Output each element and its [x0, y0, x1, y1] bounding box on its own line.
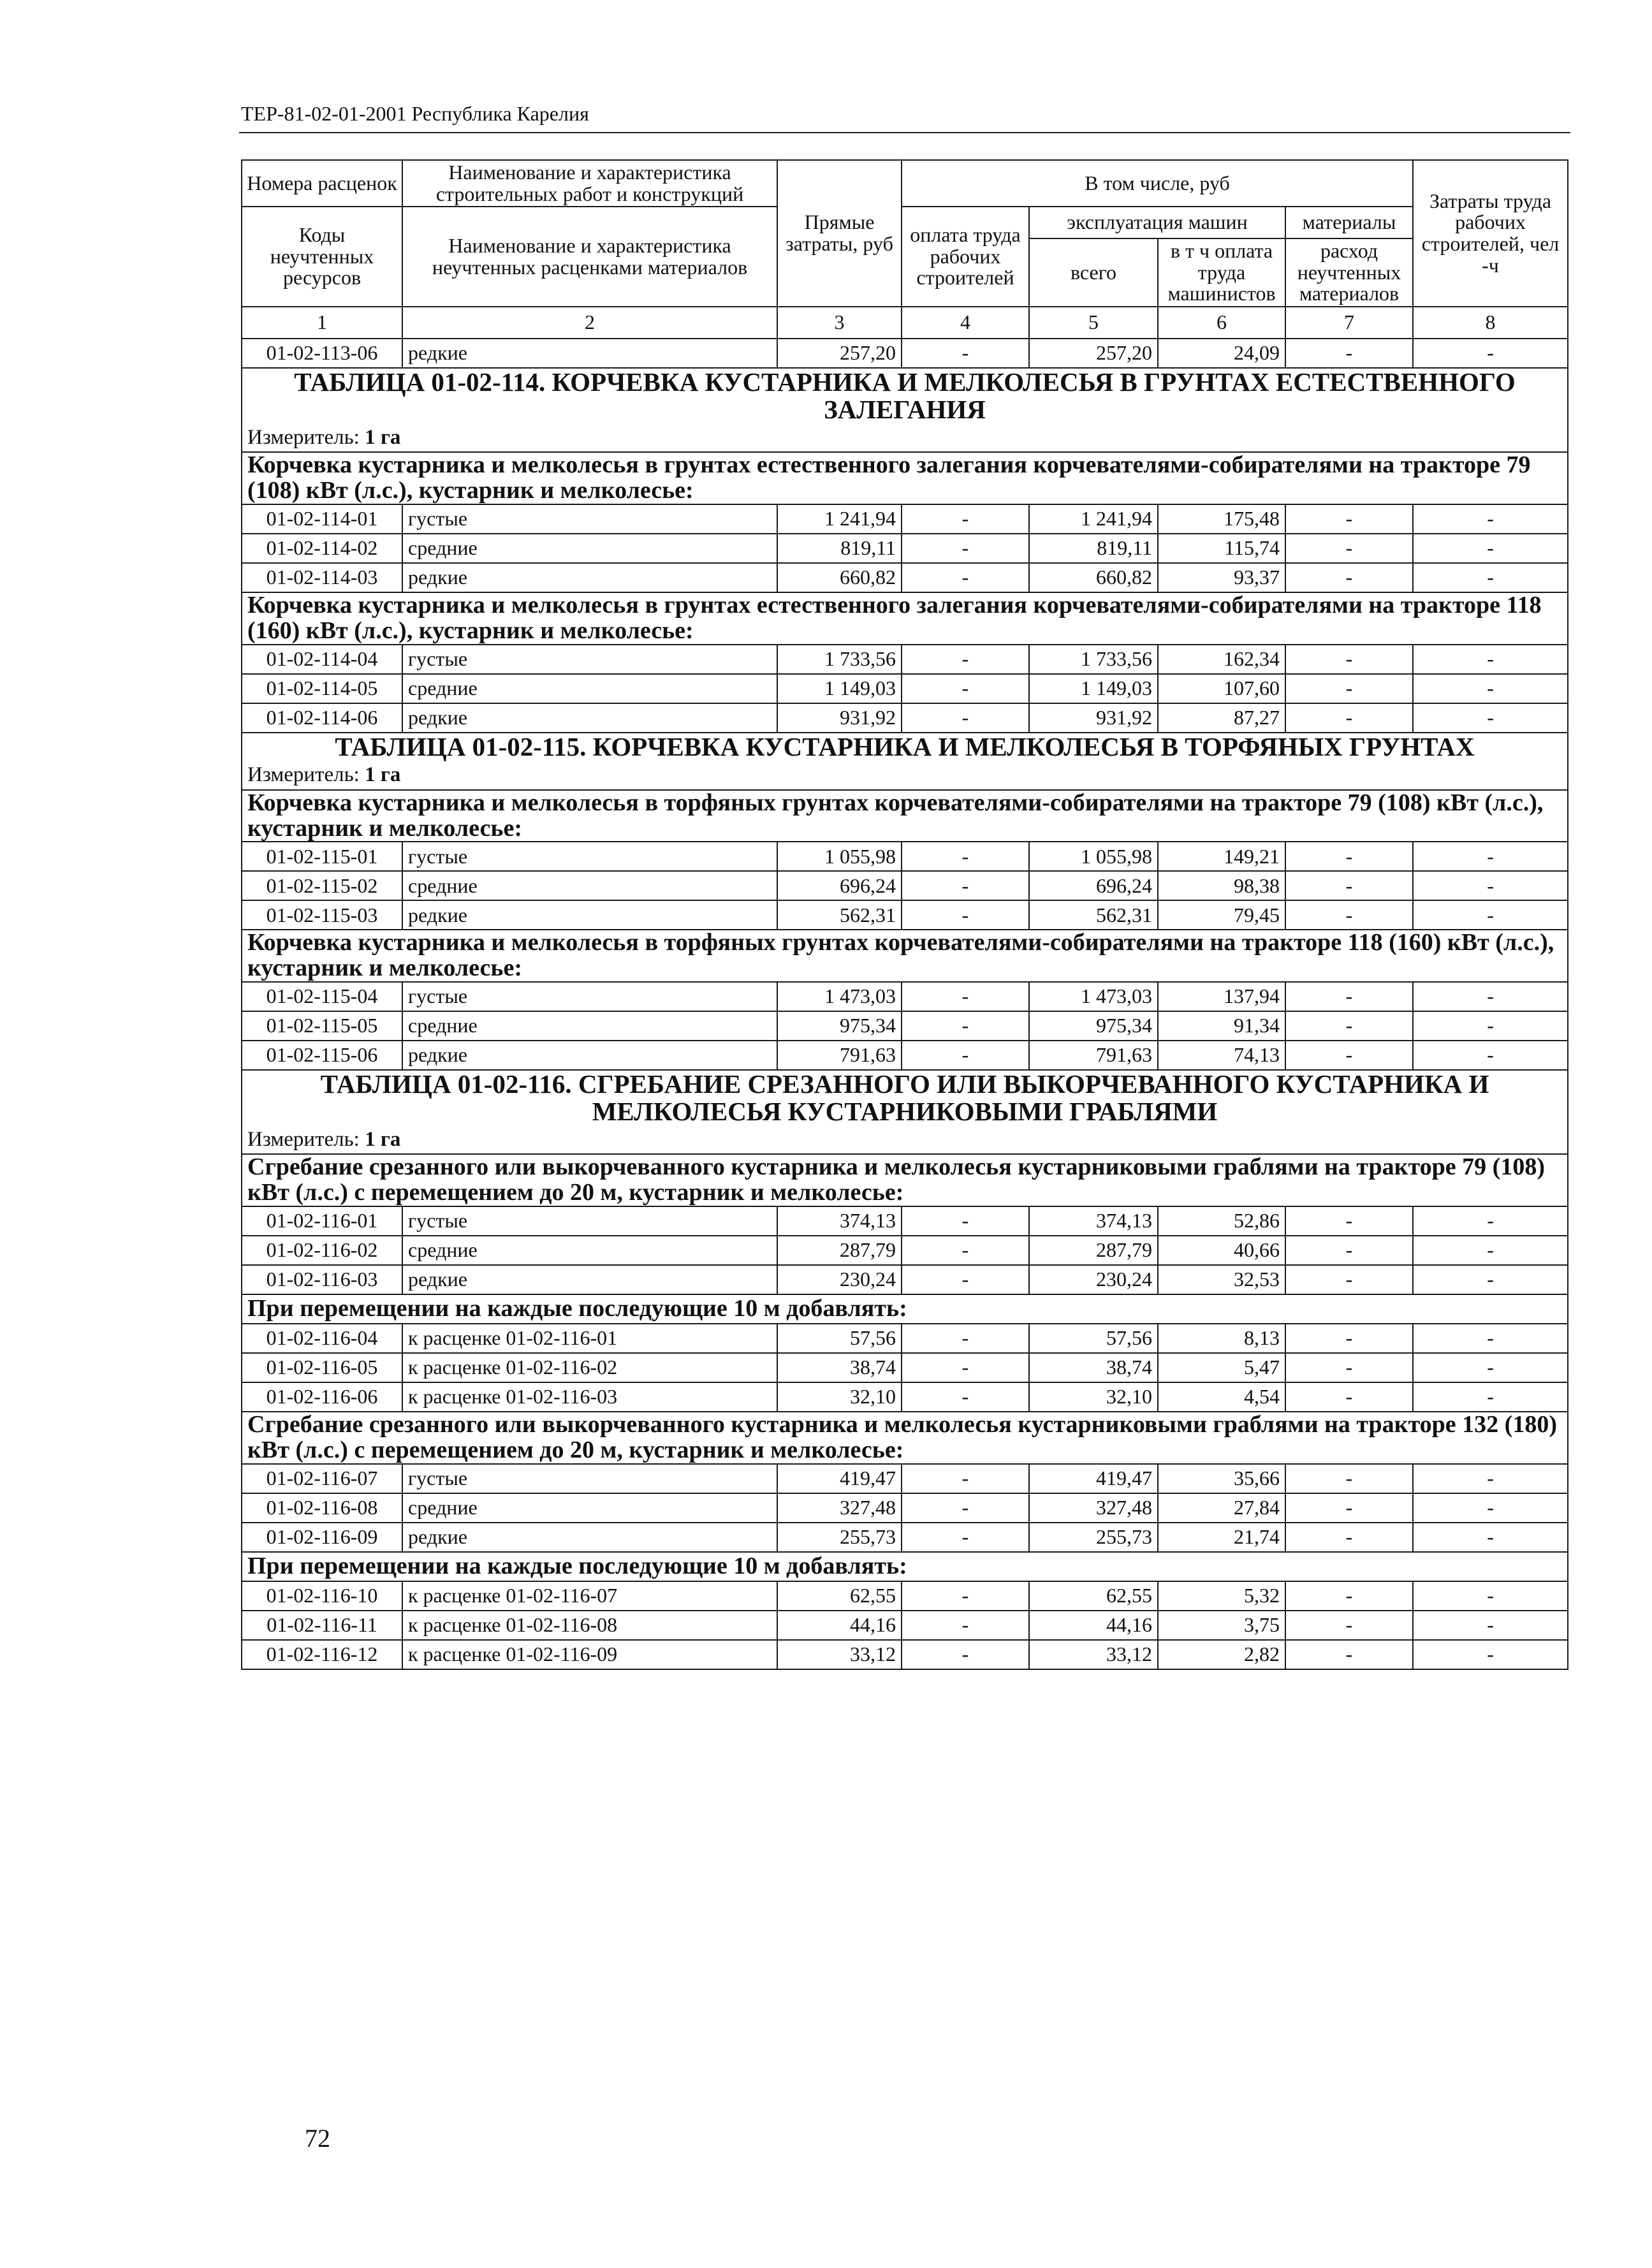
row-machinists: 137,94 [1158, 982, 1285, 1011]
header-total: всего [1029, 238, 1158, 307]
table-row [242, 339, 1568, 368]
header-labor-cost: Затраты труда рабочих строителей, чел -ч [1413, 160, 1568, 307]
table-row [242, 504, 1568, 534]
col-number: 8 [1413, 307, 1568, 339]
table-title: ТАБЛИЦА 01-02-116. СГРЕБАНИЕ СРЕЗАННОГО ИЛИ ВЫКОРЧЕВАННОГО КУСТАРНИКА И МЕЛКОЛЕСЬЯ КУСТАРНИКОВЫМИ ГРАБЛЯМИ [242, 1070, 1568, 1125]
row-materials: - [1285, 1236, 1413, 1265]
row-name: к расценке 01-02-116-09 [402, 1640, 777, 1669]
row-labor-pay: - [902, 1265, 1029, 1294]
row-direct: 327,48 [777, 1493, 902, 1523]
row-code: 01-02-114-01 [242, 504, 402, 534]
row-labor-pay: - [902, 1324, 1029, 1353]
row-machinists: 2,82 [1158, 1640, 1285, 1669]
row-direct: 696,24 [777, 871, 902, 900]
row-materials: - [1285, 339, 1413, 368]
table-row [242, 534, 1568, 563]
row-name: редкие [402, 703, 777, 733]
row-code: 01-02-116-07 [242, 1464, 402, 1493]
row-materials: - [1285, 1611, 1413, 1640]
row-direct: 287,79 [777, 1236, 902, 1265]
row-machinists: 175,48 [1158, 504, 1285, 534]
row-materials: - [1285, 645, 1413, 674]
row-direct: 931,92 [777, 703, 902, 733]
row-labor-cost: - [1413, 1464, 1568, 1493]
table-body [242, 339, 1568, 504]
row-code: 01-02-116-02 [242, 1236, 402, 1265]
row-labor-pay: - [902, 504, 1029, 534]
row-machines-total: 975,34 [1029, 1011, 1158, 1041]
row-machines-total: 419,47 [1029, 1464, 1158, 1493]
row-machinists: 107,60 [1158, 674, 1285, 703]
table-row [242, 1236, 1568, 1265]
row-machinists: 93,37 [1158, 563, 1285, 592]
row-name: к расценке 01-02-116-07 [402, 1581, 777, 1611]
row-code: 01-02-115-02 [242, 871, 402, 900]
row-materials: - [1285, 1523, 1413, 1552]
row-direct: 1 733,56 [777, 645, 902, 674]
row-machinists: 4,54 [1158, 1382, 1285, 1412]
row-machinists: 3,75 [1158, 1611, 1285, 1640]
row-name: густые [402, 982, 777, 1011]
row-code: 01-02-115-06 [242, 1041, 402, 1070]
row-materials: - [1285, 871, 1413, 900]
row-code: 01-02-116-08 [242, 1493, 402, 1523]
rows-group [242, 645, 1568, 733]
table-title: ТАБЛИЦА 01-02-114. КОРЧЕВКА КУСТАРНИКА И МЕЛКОЛЕСЬЯ В ГРУНТАХ ЕСТЕСТВЕННОГО ЗАЛЕГАНИЯ [242, 368, 1568, 423]
row-labor-pay: - [902, 645, 1029, 674]
row-code: 01-02-113-06 [242, 339, 402, 368]
row-materials: - [1285, 1382, 1413, 1412]
table-row [242, 1382, 1568, 1412]
row-direct: 257,20 [777, 339, 902, 368]
rows-group [242, 1206, 1568, 1294]
group-title: Корчевка кустарника и мелколесья в торфяных грунтах корчевателями-собирателями на тракторе 118 (160) кВт (л.с.), кустарник и мелколесье: [242, 930, 1568, 982]
row-machines-total: 230,24 [1029, 1265, 1158, 1294]
row-labor-pay: - [902, 1581, 1029, 1611]
row-name: средние [402, 534, 777, 563]
group-title: Корчевка кустарника и мелколесья в грунтах естественного залегания корчевателями-собирателями на тракторе 79 (108) кВт (л.с.), кустарник и мелколесье: [242, 452, 1568, 504]
row-machinists: 149,21 [1158, 842, 1285, 871]
col-number: 1 [242, 307, 402, 339]
row-materials: - [1285, 504, 1413, 534]
row-name: редкие [402, 1523, 777, 1552]
group-title: Сгребание срезанного или выкорчеванного кустарника и мелколесья кустарниковыми граблями на тракторе 79 (108) кВт (л.с.) с перемещением до 20 м, кустарник и мелколесье: [242, 1154, 1568, 1206]
header-rule [239, 132, 1570, 133]
row-direct: 660,82 [777, 563, 902, 592]
measure-label: Измеритель: [247, 1127, 360, 1151]
row-name: редкие [402, 563, 777, 592]
row-labor-cost: - [1413, 645, 1568, 674]
row-materials: - [1285, 1324, 1413, 1353]
row-labor-pay: - [902, 1382, 1029, 1412]
rows-group [242, 504, 1568, 592]
row-labor-pay: - [902, 1011, 1029, 1041]
header-name-bottom: Наименование и характеристика неучтенных расценками материалов [402, 207, 777, 307]
row-labor-pay: - [902, 1041, 1029, 1070]
row-machines-total: 1 055,98 [1029, 842, 1158, 871]
row-machines-total: 257,20 [1029, 339, 1158, 368]
row-machinists: 21,74 [1158, 1523, 1285, 1552]
rows-group [242, 1464, 1568, 1552]
row-machines-total: 287,79 [1029, 1236, 1158, 1265]
header-code-bottom: Коды неучтенных ресурсов [242, 207, 402, 307]
row-machines-total: 660,82 [1029, 563, 1158, 592]
row-labor-cost: - [1413, 1011, 1568, 1041]
row-labor-pay: - [902, 900, 1029, 930]
table-row [242, 1324, 1568, 1353]
row-labor-cost: - [1413, 1523, 1568, 1552]
row-labor-cost: - [1413, 982, 1568, 1011]
group-title: При перемещении на каждые последующие 10 м добавлять: [242, 1552, 1568, 1581]
measure-label: Измеритель: [247, 425, 360, 449]
row-machines-total: 1 241,94 [1029, 504, 1158, 534]
row-direct: 57,56 [777, 1324, 902, 1353]
row-labor-cost: - [1413, 1382, 1568, 1412]
table-row [242, 1523, 1568, 1552]
row-materials: - [1285, 1041, 1413, 1070]
row-machines-total: 1 473,03 [1029, 982, 1158, 1011]
row-code: 01-02-115-04 [242, 982, 402, 1011]
row-materials: - [1285, 1493, 1413, 1523]
row-code: 01-02-116-01 [242, 1206, 402, 1236]
table-row [242, 563, 1568, 592]
row-materials: - [1285, 534, 1413, 563]
row-direct: 975,34 [777, 1011, 902, 1041]
row-direct: 38,74 [777, 1353, 902, 1382]
row-machines-total: 819,11 [1029, 534, 1158, 563]
row-labor-pay: - [902, 1353, 1029, 1382]
row-code: 01-02-116-04 [242, 1324, 402, 1353]
row-machinists: 5,32 [1158, 1581, 1285, 1611]
row-name: средние [402, 1236, 777, 1265]
row-labor-pay: - [902, 534, 1029, 563]
col-number: 5 [1029, 307, 1158, 339]
row-direct: 44,16 [777, 1611, 902, 1640]
document-header: ТЕР-81-02-01-2001 Республика Карелия [241, 102, 589, 125]
row-name: средние [402, 871, 777, 900]
row-labor-pay: - [902, 674, 1029, 703]
row-machinists: 87,27 [1158, 703, 1285, 733]
row-materials: - [1285, 1265, 1413, 1294]
header-direct: Прямые затраты, руб [777, 160, 902, 307]
rows-group [242, 842, 1568, 930]
row-name: редкие [402, 900, 777, 930]
row-name: к расценке 01-02-116-02 [402, 1353, 777, 1382]
row-labor-pay: - [902, 1611, 1029, 1640]
row-materials: - [1285, 900, 1413, 930]
table-row [242, 1581, 1568, 1611]
row-labor-cost: - [1413, 842, 1568, 871]
row-labor-cost: - [1413, 1265, 1568, 1294]
row-code: 01-02-114-04 [242, 645, 402, 674]
row-direct: 1 473,03 [777, 982, 902, 1011]
row-labor-pay: - [902, 563, 1029, 592]
row-direct: 791,63 [777, 1041, 902, 1070]
header-materials-use: расход неучтенных материалов [1285, 238, 1413, 307]
price-table [241, 159, 1568, 1670]
row-labor-cost: - [1413, 871, 1568, 900]
row-labor-pay: - [902, 982, 1029, 1011]
measure-line [242, 761, 1568, 790]
row-machines-total: 32,10 [1029, 1382, 1158, 1412]
row-code: 01-02-114-05 [242, 674, 402, 703]
col-number: 7 [1285, 307, 1413, 339]
row-labor-pay: - [902, 1236, 1029, 1265]
rows-group [242, 1581, 1568, 1669]
row-name: средние [402, 674, 777, 703]
row-code: 01-02-116-12 [242, 1640, 402, 1669]
row-machinists: 40,66 [1158, 1236, 1285, 1265]
row-code: 01-02-115-01 [242, 842, 402, 871]
row-direct: 1 055,98 [777, 842, 902, 871]
row-materials: - [1285, 703, 1413, 733]
row-code: 01-02-115-03 [242, 900, 402, 930]
header-machinists: в т ч оплата труда машинистов [1158, 238, 1285, 307]
row-labor-cost: - [1413, 1324, 1568, 1353]
header-code-top: Номера расценок [242, 160, 402, 207]
table-row [242, 1011, 1568, 1041]
row-labor-cost: - [1413, 900, 1568, 930]
page-number: 72 [305, 2124, 330, 2153]
row-name: густые [402, 645, 777, 674]
row-machinists: 8,13 [1158, 1324, 1285, 1353]
col-number: 6 [1158, 307, 1285, 339]
col-number: 2 [402, 307, 777, 339]
row-name: к расценке 01-02-116-03 [402, 1382, 777, 1412]
row-machines-total: 1 149,03 [1029, 674, 1158, 703]
row-materials: - [1285, 674, 1413, 703]
row-machines-total: 327,48 [1029, 1493, 1158, 1523]
row-name: редкие [402, 339, 777, 368]
row-direct: 419,47 [777, 1464, 902, 1493]
row-machines-total: 931,92 [1029, 703, 1158, 733]
table-title: ТАБЛИЦА 01-02-115. КОРЧЕВКА КУСТАРНИКА И МЕЛКОЛЕСЬЯ В ТОРФЯНЫХ ГРУНТАХ [242, 733, 1568, 761]
table-row [242, 1206, 1568, 1236]
row-labor-cost: - [1413, 1640, 1568, 1669]
table-row [242, 842, 1568, 871]
row-machines-total: 62,55 [1029, 1581, 1158, 1611]
row-machines-total: 57,56 [1029, 1324, 1158, 1353]
measure-line [242, 423, 1568, 452]
row-machinists: 162,34 [1158, 645, 1285, 674]
row-name: редкие [402, 1265, 777, 1294]
row-name: густые [402, 1464, 777, 1493]
row-machinists: 52,86 [1158, 1206, 1285, 1236]
row-labor-cost: - [1413, 1353, 1568, 1382]
row-machines-total: 791,63 [1029, 1041, 1158, 1070]
table-row [242, 645, 1568, 674]
row-labor-pay: - [902, 1493, 1029, 1523]
row-machines-total: 33,12 [1029, 1640, 1158, 1669]
row-materials: - [1285, 1581, 1413, 1611]
table-row [242, 1265, 1568, 1294]
table-header [242, 160, 1568, 339]
row-direct: 32,10 [777, 1382, 902, 1412]
row-direct: 1 149,03 [777, 674, 902, 703]
row-code: 01-02-114-02 [242, 534, 402, 563]
row-direct: 374,13 [777, 1206, 902, 1236]
row-code: 01-02-116-11 [242, 1611, 402, 1640]
row-labor-pay: - [902, 339, 1029, 368]
row-code: 01-02-116-06 [242, 1382, 402, 1412]
row-labor-pay: - [902, 1206, 1029, 1236]
row-code: 01-02-115-05 [242, 1011, 402, 1041]
row-machinists: 74,13 [1158, 1041, 1285, 1070]
row-labor-pay: - [902, 703, 1029, 733]
row-name: редкие [402, 1041, 777, 1070]
row-machines-total: 38,74 [1029, 1353, 1158, 1382]
measure-value: 1 га [365, 425, 401, 449]
row-name: средние [402, 1011, 777, 1041]
row-materials: - [1285, 1464, 1413, 1493]
header-including: В том числе, руб [902, 160, 1413, 207]
row-materials: - [1285, 1353, 1413, 1382]
row-machines-total: 374,13 [1029, 1206, 1158, 1236]
row-code: 01-02-116-05 [242, 1353, 402, 1382]
row-name: к расценке 01-02-116-08 [402, 1611, 777, 1640]
header-machines: эксплуатация машин [1029, 207, 1285, 238]
row-labor-pay: - [902, 842, 1029, 871]
row-code: 01-02-116-10 [242, 1581, 402, 1611]
row-direct: 230,24 [777, 1265, 902, 1294]
row-name: густые [402, 1206, 777, 1236]
row-direct: 255,73 [777, 1523, 902, 1552]
row-labor-pay: - [902, 871, 1029, 900]
row-code: 01-02-116-03 [242, 1265, 402, 1294]
row-machines-total: 562,31 [1029, 900, 1158, 930]
header-materials: материалы [1285, 207, 1413, 238]
row-labor-cost: - [1413, 1041, 1568, 1070]
measure-value: 1 га [365, 1127, 401, 1151]
row-materials: - [1285, 982, 1413, 1011]
row-name: к расценке 01-02-116-01 [402, 1324, 777, 1353]
row-labor-cost: - [1413, 1493, 1568, 1523]
row-direct: 562,31 [777, 900, 902, 930]
measure-value: 1 га [365, 763, 401, 787]
header-name-top: Наименование и характеристика строительных работ и конструкций [402, 160, 777, 207]
row-materials: - [1285, 1640, 1413, 1669]
row-materials: - [1285, 563, 1413, 592]
row-direct: 1 241,94 [777, 504, 902, 534]
row-materials: - [1285, 1206, 1413, 1236]
row-labor-cost: - [1413, 339, 1568, 368]
table-row [242, 1611, 1568, 1640]
group-title: При перемещении на каждые последующие 10 м добавлять: [242, 1294, 1568, 1324]
row-name: густые [402, 842, 777, 871]
row-machinists: 32,53 [1158, 1265, 1285, 1294]
row-labor-cost: - [1413, 504, 1568, 534]
row-labor-cost: - [1413, 534, 1568, 563]
row-labor-pay: - [902, 1464, 1029, 1493]
row-direct: 62,55 [777, 1581, 902, 1611]
row-name: густые [402, 504, 777, 534]
row-labor-cost: - [1413, 1581, 1568, 1611]
table-row [242, 900, 1568, 930]
row-labor-cost: - [1413, 1206, 1568, 1236]
group-title: Корчевка кустарника и мелколесья в грунтах естественного залегания корчевателями-собирателями на тракторе 118 (160) кВт (л.с.), кустарник и мелколесье: [242, 592, 1568, 645]
row-machinists: 24,09 [1158, 339, 1285, 368]
rows-group [242, 982, 1568, 1070]
table-row [242, 871, 1568, 900]
row-name: средние [402, 1493, 777, 1523]
col-number: 4 [902, 307, 1029, 339]
row-machinists: 79,45 [1158, 900, 1285, 930]
row-machines-total: 696,24 [1029, 871, 1158, 900]
row-labor-cost: - [1413, 1611, 1568, 1640]
rows-group [242, 1324, 1568, 1412]
row-machinists: 5,47 [1158, 1353, 1285, 1382]
table-row [242, 982, 1568, 1011]
table-row [242, 674, 1568, 703]
row-code: 01-02-114-03 [242, 563, 402, 592]
row-direct: 819,11 [777, 534, 902, 563]
row-machinists: 91,34 [1158, 1011, 1285, 1041]
table-row [242, 703, 1568, 733]
measure-line [242, 1125, 1568, 1154]
table-row [242, 1493, 1568, 1523]
row-labor-cost: - [1413, 563, 1568, 592]
row-machines-total: 44,16 [1029, 1611, 1158, 1640]
table-row [242, 1464, 1568, 1493]
table-row [242, 1353, 1568, 1382]
col-number: 3 [777, 307, 902, 339]
row-machines-total: 1 733,56 [1029, 645, 1158, 674]
row-code: 01-02-116-09 [242, 1523, 402, 1552]
row-machinists: 35,66 [1158, 1464, 1285, 1493]
row-materials: - [1285, 842, 1413, 871]
group-title: Корчевка кустарника и мелколесья в торфяных грунтах корчевателями-собирателями на тракторе 79 (108) кВт (л.с.), кустарник и мелколесье: [242, 790, 1568, 842]
row-labor-pay: - [902, 1523, 1029, 1552]
table-row [242, 1041, 1568, 1070]
row-machines-total: 255,73 [1029, 1523, 1158, 1552]
row-labor-cost: - [1413, 674, 1568, 703]
row-labor-pay: - [902, 1640, 1029, 1669]
row-labor-cost: - [1413, 1236, 1568, 1265]
row-machinists: 27,84 [1158, 1493, 1285, 1523]
table-row [242, 1640, 1568, 1669]
header-labor-pay: оплата труда рабочих строителей [902, 207, 1029, 307]
row-materials: - [1285, 1011, 1413, 1041]
group-title: Сгребание срезанного или выкорчеванного кустарника и мелколесья кустарниковыми граблями на тракторе 132 (180) кВт (л.с.) с перемещением до 20 м, кустарник и мелколесье: [242, 1412, 1568, 1464]
row-machinists: 115,74 [1158, 534, 1285, 563]
row-machinists: 98,38 [1158, 871, 1285, 900]
row-direct: 33,12 [777, 1640, 902, 1669]
measure-label: Измеритель: [247, 763, 360, 787]
row-labor-cost: - [1413, 703, 1568, 733]
row-code: 01-02-114-06 [242, 703, 402, 733]
